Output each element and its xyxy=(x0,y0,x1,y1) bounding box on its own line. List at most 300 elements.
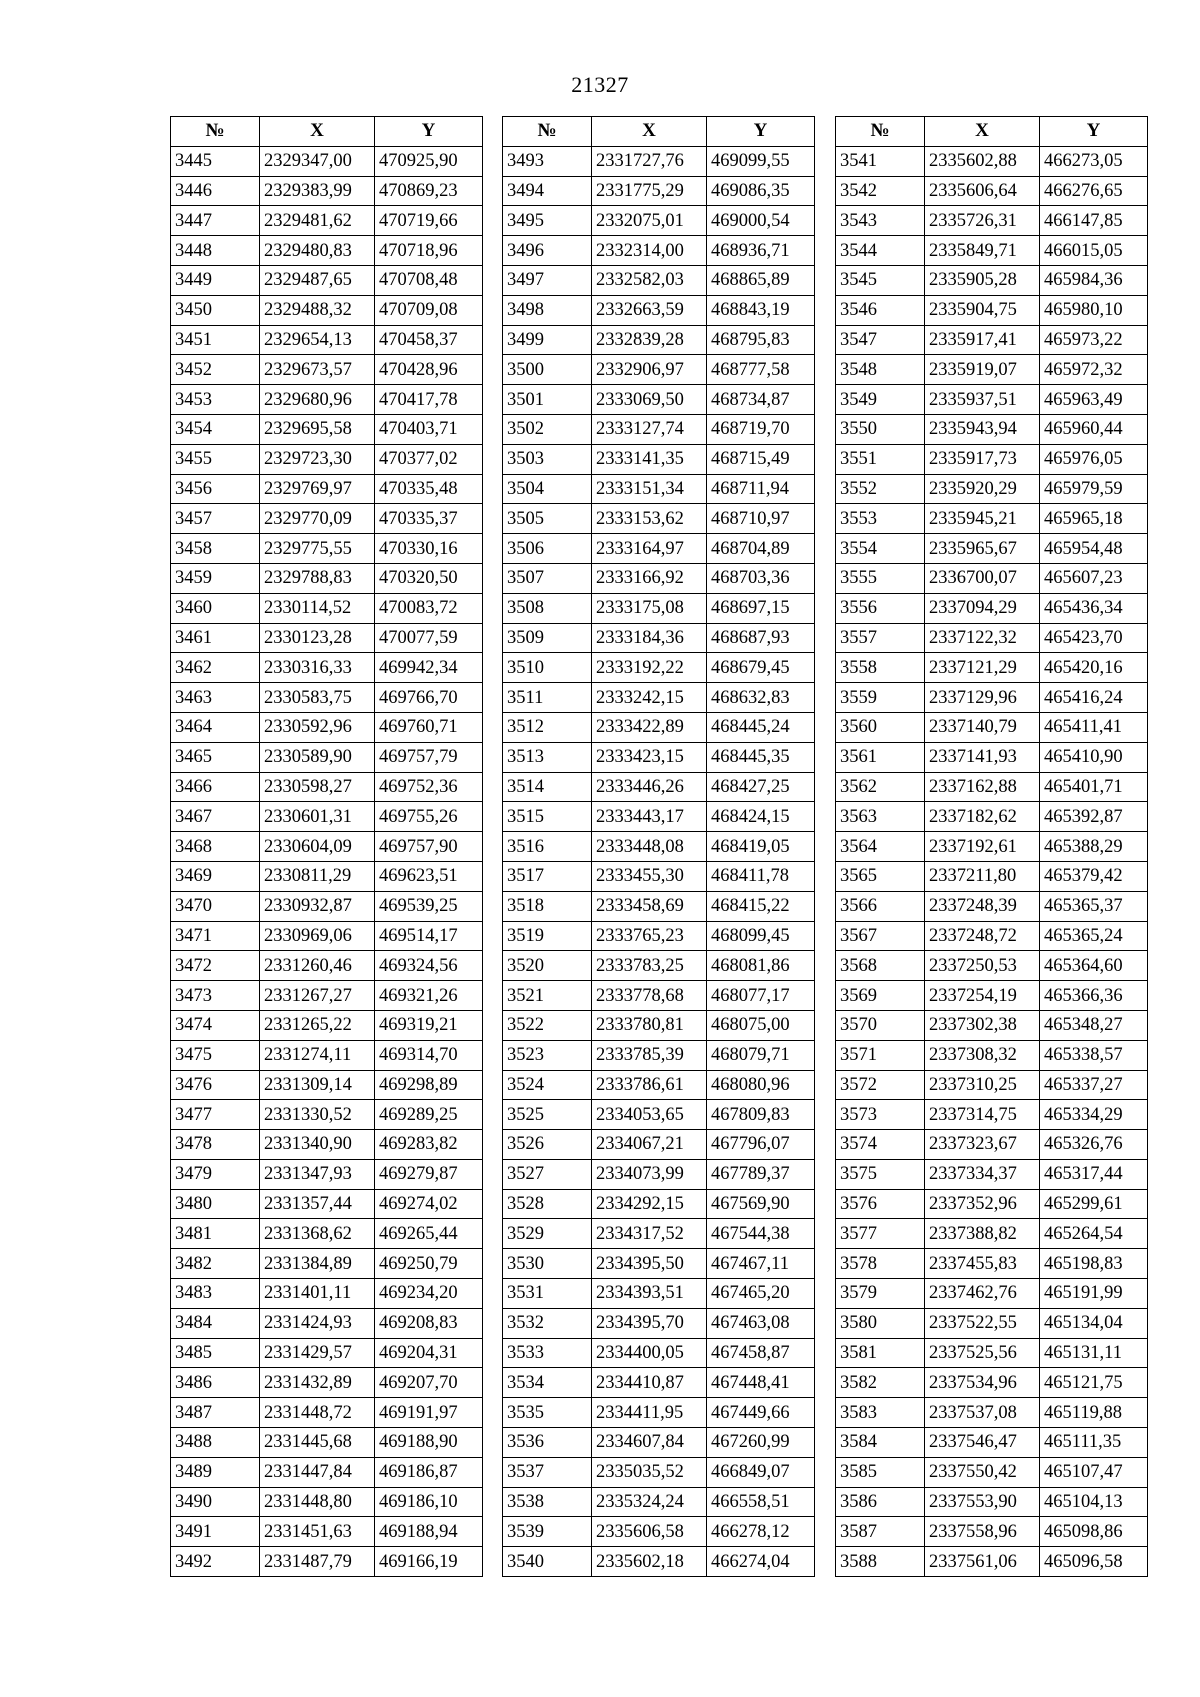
y-coordinate-cell: 465096,58 xyxy=(1040,1547,1148,1577)
table-row xyxy=(171,1159,483,1189)
table-row xyxy=(503,355,815,385)
y-coordinate-cell: 465337,27 xyxy=(1040,1070,1148,1100)
point-number-cell: 3540 xyxy=(503,1547,592,1577)
x-coordinate-cell: 2337121,29 xyxy=(925,653,1040,683)
x-coordinate-cell: 2333765,23 xyxy=(592,921,707,951)
y-coordinate-cell: 466147,85 xyxy=(1040,206,1148,236)
table-row xyxy=(503,1368,815,1398)
x-coordinate-cell: 2337522,55 xyxy=(925,1308,1040,1338)
y-coordinate-cell: 470077,59 xyxy=(375,623,483,653)
x-coordinate-cell: 2330316,33 xyxy=(260,653,375,683)
coordinates-table-3 xyxy=(835,116,1148,1577)
point-number-cell: 3525 xyxy=(503,1100,592,1130)
table-row xyxy=(836,1487,1148,1517)
point-number-cell: 3454 xyxy=(171,414,260,444)
point-number-cell: 3560 xyxy=(836,712,925,742)
point-number-cell: 3501 xyxy=(503,385,592,415)
table-row xyxy=(503,1547,815,1577)
table-row xyxy=(836,1010,1148,1040)
y-coordinate-cell: 468697,15 xyxy=(707,593,815,623)
y-coordinate-cell: 469321,26 xyxy=(375,981,483,1011)
point-number-cell: 3536 xyxy=(503,1428,592,1458)
point-number-cell: 3574 xyxy=(836,1130,925,1160)
x-coordinate-cell: 2329723,30 xyxy=(260,444,375,474)
table-row xyxy=(836,683,1148,713)
point-number-cell: 3455 xyxy=(171,444,260,474)
x-coordinate-cell: 2335917,41 xyxy=(925,325,1040,355)
x-coordinate-cell: 2335324,24 xyxy=(592,1487,707,1517)
x-coordinate-cell: 2331432,89 xyxy=(260,1368,375,1398)
y-coordinate-cell: 469188,94 xyxy=(375,1517,483,1547)
x-coordinate-cell: 2329480,83 xyxy=(260,236,375,266)
x-coordinate-cell: 2334411,95 xyxy=(592,1398,707,1428)
y-coordinate-cell: 468411,78 xyxy=(707,861,815,891)
point-number-cell: 3563 xyxy=(836,802,925,832)
y-coordinate-cell: 465984,36 xyxy=(1040,265,1148,295)
x-coordinate-cell: 2330601,31 xyxy=(260,802,375,832)
y-coordinate-cell: 465436,34 xyxy=(1040,593,1148,623)
table-row xyxy=(836,444,1148,474)
y-coordinate-cell: 467458,87 xyxy=(707,1338,815,1368)
point-number-cell: 3532 xyxy=(503,1308,592,1338)
point-number-cell: 3587 xyxy=(836,1517,925,1547)
point-number-cell: 3468 xyxy=(171,832,260,862)
table-row xyxy=(171,563,483,593)
point-number-cell: 3528 xyxy=(503,1189,592,1219)
point-number-cell: 3464 xyxy=(171,712,260,742)
y-coordinate-cell: 469279,87 xyxy=(375,1159,483,1189)
x-coordinate-cell: 2335035,52 xyxy=(592,1457,707,1487)
y-coordinate-cell: 470377,02 xyxy=(375,444,483,474)
x-coordinate-cell: 2337122,32 xyxy=(925,623,1040,653)
point-number-cell: 3553 xyxy=(836,504,925,534)
table-row xyxy=(171,742,483,772)
table-row xyxy=(171,265,483,295)
y-coordinate-cell: 467448,41 xyxy=(707,1368,815,1398)
x-coordinate-cell: 2335849,71 xyxy=(925,236,1040,266)
x-coordinate-cell: 2332839,28 xyxy=(592,325,707,355)
y-coordinate-cell: 468703,36 xyxy=(707,563,815,593)
table-row xyxy=(171,623,483,653)
x-coordinate-cell: 2333422,89 xyxy=(592,712,707,742)
point-number-cell: 3511 xyxy=(503,683,592,713)
table-row xyxy=(836,355,1148,385)
y-coordinate-cell: 465191,99 xyxy=(1040,1279,1148,1309)
point-number-cell: 3460 xyxy=(171,593,260,623)
y-coordinate-cell: 465134,04 xyxy=(1040,1308,1148,1338)
point-number-cell: 3462 xyxy=(171,653,260,683)
column-header-number: № xyxy=(836,117,925,147)
table-header-row xyxy=(836,117,1148,147)
x-coordinate-cell: 2337334,37 xyxy=(925,1159,1040,1189)
table-row xyxy=(503,1070,815,1100)
x-coordinate-cell: 2334400,05 xyxy=(592,1338,707,1368)
x-coordinate-cell: 2337129,96 xyxy=(925,683,1040,713)
table-row xyxy=(503,1487,815,1517)
y-coordinate-cell: 467449,66 xyxy=(707,1398,815,1428)
x-coordinate-cell: 2337250,53 xyxy=(925,951,1040,981)
table-row xyxy=(503,1279,815,1309)
y-coordinate-cell: 467796,07 xyxy=(707,1130,815,1160)
y-coordinate-cell: 469942,34 xyxy=(375,653,483,683)
x-coordinate-cell: 2333151,34 xyxy=(592,474,707,504)
point-number-cell: 3499 xyxy=(503,325,592,355)
x-coordinate-cell: 2331347,93 xyxy=(260,1159,375,1189)
table-row xyxy=(836,1219,1148,1249)
x-coordinate-cell: 2337352,96 xyxy=(925,1189,1040,1219)
x-coordinate-cell: 2329788,83 xyxy=(260,563,375,593)
x-coordinate-cell: 2337182,62 xyxy=(925,802,1040,832)
y-coordinate-cell: 469539,25 xyxy=(375,891,483,921)
point-number-cell: 3478 xyxy=(171,1130,260,1160)
x-coordinate-cell: 2330592,96 xyxy=(260,712,375,742)
table-row xyxy=(836,772,1148,802)
point-number-cell: 3493 xyxy=(503,146,592,176)
x-coordinate-cell: 2334067,21 xyxy=(592,1130,707,1160)
table-row xyxy=(171,981,483,1011)
y-coordinate-cell: 466273,05 xyxy=(1040,146,1148,176)
y-coordinate-cell: 469752,36 xyxy=(375,772,483,802)
x-coordinate-cell: 2331447,84 xyxy=(260,1457,375,1487)
point-number-cell: 3479 xyxy=(171,1159,260,1189)
point-number-cell: 3521 xyxy=(503,981,592,1011)
y-coordinate-cell: 465392,87 xyxy=(1040,802,1148,832)
table-row xyxy=(836,474,1148,504)
x-coordinate-cell: 2333783,25 xyxy=(592,951,707,981)
page-number: 21327 xyxy=(571,72,629,97)
x-coordinate-cell: 2330114,52 xyxy=(260,593,375,623)
column-header-number: № xyxy=(171,117,260,147)
point-number-cell: 3535 xyxy=(503,1398,592,1428)
y-coordinate-cell: 470458,37 xyxy=(375,325,483,355)
x-coordinate-cell: 2337462,76 xyxy=(925,1279,1040,1309)
point-number-cell: 3538 xyxy=(503,1487,592,1517)
table-row xyxy=(503,236,815,266)
x-coordinate-cell: 2334393,51 xyxy=(592,1279,707,1309)
point-number-cell: 3545 xyxy=(836,265,925,295)
x-coordinate-cell: 2331260,46 xyxy=(260,951,375,981)
y-coordinate-cell: 468865,89 xyxy=(707,265,815,295)
point-number-cell: 3475 xyxy=(171,1040,260,1070)
point-number-cell: 3548 xyxy=(836,355,925,385)
point-number-cell: 3488 xyxy=(171,1428,260,1458)
y-coordinate-cell: 469166,19 xyxy=(375,1547,483,1577)
x-coordinate-cell: 2329488,32 xyxy=(260,295,375,325)
table-row xyxy=(171,1070,483,1100)
table-row xyxy=(836,1070,1148,1100)
table-row xyxy=(836,1130,1148,1160)
table-row xyxy=(503,1159,815,1189)
point-number-cell: 3559 xyxy=(836,683,925,713)
x-coordinate-cell: 2335602,88 xyxy=(925,146,1040,176)
table-row xyxy=(171,683,483,713)
table-row xyxy=(836,1249,1148,1279)
y-coordinate-cell: 466015,05 xyxy=(1040,236,1148,266)
table-row xyxy=(503,295,815,325)
table-row xyxy=(836,146,1148,176)
y-coordinate-cell: 465131,11 xyxy=(1040,1338,1148,1368)
point-number-cell: 3459 xyxy=(171,563,260,593)
point-number-cell: 3526 xyxy=(503,1130,592,1160)
x-coordinate-cell: 2337546,47 xyxy=(925,1428,1040,1458)
table-row xyxy=(836,563,1148,593)
x-coordinate-cell: 2331340,90 xyxy=(260,1130,375,1160)
point-number-cell: 3557 xyxy=(836,623,925,653)
x-coordinate-cell: 2337553,90 xyxy=(925,1487,1040,1517)
table-row xyxy=(171,146,483,176)
point-number-cell: 3471 xyxy=(171,921,260,951)
table-row xyxy=(171,1428,483,1458)
table-row xyxy=(171,1010,483,1040)
table-row xyxy=(836,1279,1148,1309)
x-coordinate-cell: 2333127,74 xyxy=(592,414,707,444)
table-row xyxy=(503,623,815,653)
y-coordinate-cell: 469188,90 xyxy=(375,1428,483,1458)
table-row xyxy=(836,1159,1148,1189)
y-coordinate-cell: 466274,04 xyxy=(707,1547,815,1577)
x-coordinate-cell: 2335905,28 xyxy=(925,265,1040,295)
x-coordinate-cell: 2337211,80 xyxy=(925,861,1040,891)
y-coordinate-cell: 465979,59 xyxy=(1040,474,1148,504)
x-coordinate-cell: 2331401,11 xyxy=(260,1279,375,1309)
point-number-cell: 3578 xyxy=(836,1249,925,1279)
point-number-cell: 3562 xyxy=(836,772,925,802)
x-coordinate-cell: 2337248,39 xyxy=(925,891,1040,921)
point-number-cell: 3570 xyxy=(836,1010,925,1040)
x-coordinate-cell: 2337314,75 xyxy=(925,1100,1040,1130)
table-row xyxy=(503,593,815,623)
y-coordinate-cell: 468424,15 xyxy=(707,802,815,832)
table-row xyxy=(171,1130,483,1160)
y-coordinate-cell: 468427,25 xyxy=(707,772,815,802)
point-number-cell: 3515 xyxy=(503,802,592,832)
x-coordinate-cell: 2337141,93 xyxy=(925,742,1040,772)
y-coordinate-cell: 467569,90 xyxy=(707,1189,815,1219)
y-coordinate-cell: 469234,20 xyxy=(375,1279,483,1309)
x-coordinate-cell: 2333242,15 xyxy=(592,683,707,713)
table-row xyxy=(836,951,1148,981)
point-number-cell: 3561 xyxy=(836,742,925,772)
table-row xyxy=(836,593,1148,623)
table-row xyxy=(503,772,815,802)
table-row xyxy=(503,1308,815,1338)
point-number-cell: 3551 xyxy=(836,444,925,474)
y-coordinate-cell: 469319,21 xyxy=(375,1010,483,1040)
point-number-cell: 3558 xyxy=(836,653,925,683)
y-coordinate-cell: 469274,02 xyxy=(375,1189,483,1219)
x-coordinate-cell: 2337323,67 xyxy=(925,1130,1040,1160)
y-coordinate-cell: 465388,29 xyxy=(1040,832,1148,862)
x-coordinate-cell: 2333184,36 xyxy=(592,623,707,653)
y-coordinate-cell: 470335,48 xyxy=(375,474,483,504)
y-coordinate-cell: 470335,37 xyxy=(375,504,483,534)
point-number-cell: 3490 xyxy=(171,1487,260,1517)
x-coordinate-cell: 2331727,76 xyxy=(592,146,707,176)
x-coordinate-cell: 2331775,29 xyxy=(592,176,707,206)
x-coordinate-cell: 2333164,97 xyxy=(592,534,707,564)
table-row xyxy=(503,891,815,921)
point-number-cell: 3573 xyxy=(836,1100,925,1130)
x-coordinate-cell: 2335919,07 xyxy=(925,355,1040,385)
point-number-cell: 3522 xyxy=(503,1010,592,1040)
y-coordinate-cell: 469000,54 xyxy=(707,206,815,236)
table-row xyxy=(503,1130,815,1160)
point-number-cell: 3463 xyxy=(171,683,260,713)
table-row xyxy=(503,712,815,742)
y-coordinate-cell: 465607,23 xyxy=(1040,563,1148,593)
y-coordinate-cell: 470719,66 xyxy=(375,206,483,236)
y-coordinate-cell: 467467,11 xyxy=(707,1249,815,1279)
table-row xyxy=(503,832,815,862)
table-row xyxy=(836,385,1148,415)
x-coordinate-cell: 2337162,88 xyxy=(925,772,1040,802)
y-coordinate-cell: 465420,16 xyxy=(1040,653,1148,683)
table-row xyxy=(836,206,1148,236)
point-number-cell: 3456 xyxy=(171,474,260,504)
table-row xyxy=(171,1040,483,1070)
y-coordinate-cell: 465410,90 xyxy=(1040,742,1148,772)
y-coordinate-cell: 470320,50 xyxy=(375,563,483,593)
column-header-number: № xyxy=(503,117,592,147)
point-number-cell: 3472 xyxy=(171,951,260,981)
point-number-cell: 3482 xyxy=(171,1249,260,1279)
x-coordinate-cell: 2335945,21 xyxy=(925,504,1040,534)
x-coordinate-cell: 2337248,72 xyxy=(925,921,1040,951)
table-row xyxy=(836,1189,1148,1219)
table-row xyxy=(503,981,815,1011)
y-coordinate-cell: 465963,49 xyxy=(1040,385,1148,415)
table-row xyxy=(836,623,1148,653)
table-row xyxy=(171,772,483,802)
y-coordinate-cell: 466276,65 xyxy=(1040,176,1148,206)
x-coordinate-cell: 2337192,61 xyxy=(925,832,1040,862)
x-coordinate-cell: 2333786,61 xyxy=(592,1070,707,1100)
point-number-cell: 3510 xyxy=(503,653,592,683)
table-row xyxy=(503,146,815,176)
y-coordinate-cell: 469204,31 xyxy=(375,1338,483,1368)
table-row xyxy=(503,1219,815,1249)
y-coordinate-cell: 469208,83 xyxy=(375,1308,483,1338)
table-row xyxy=(503,474,815,504)
x-coordinate-cell: 2330604,09 xyxy=(260,832,375,862)
point-number-cell: 3579 xyxy=(836,1279,925,1309)
y-coordinate-cell: 468679,45 xyxy=(707,653,815,683)
y-coordinate-cell: 469514,17 xyxy=(375,921,483,951)
table-row xyxy=(503,563,815,593)
point-number-cell: 3568 xyxy=(836,951,925,981)
point-number-cell: 3469 xyxy=(171,861,260,891)
y-coordinate-cell: 468687,93 xyxy=(707,623,815,653)
point-number-cell: 3518 xyxy=(503,891,592,921)
y-coordinate-cell: 465411,41 xyxy=(1040,712,1148,742)
y-coordinate-cell: 469191,97 xyxy=(375,1398,483,1428)
x-coordinate-cell: 2334073,99 xyxy=(592,1159,707,1189)
table-row xyxy=(503,1457,815,1487)
y-coordinate-cell: 470417,78 xyxy=(375,385,483,415)
point-number-cell: 3569 xyxy=(836,981,925,1011)
table-row xyxy=(503,176,815,206)
table-row xyxy=(171,1308,483,1338)
y-coordinate-cell: 465364,60 xyxy=(1040,951,1148,981)
column-header-x: X xyxy=(925,117,1040,147)
y-coordinate-cell: 467260,99 xyxy=(707,1428,815,1458)
x-coordinate-cell: 2332075,01 xyxy=(592,206,707,236)
point-number-cell: 3544 xyxy=(836,236,925,266)
column-header-y: Y xyxy=(1040,117,1148,147)
y-coordinate-cell: 469757,90 xyxy=(375,832,483,862)
x-coordinate-cell: 2333785,39 xyxy=(592,1040,707,1070)
y-coordinate-cell: 465972,32 xyxy=(1040,355,1148,385)
y-coordinate-cell: 468704,89 xyxy=(707,534,815,564)
y-coordinate-cell: 467544,38 xyxy=(707,1219,815,1249)
x-coordinate-cell: 2331330,52 xyxy=(260,1100,375,1130)
table-row xyxy=(171,444,483,474)
table-row xyxy=(503,414,815,444)
table-row xyxy=(171,1368,483,1398)
table-row xyxy=(171,1517,483,1547)
table-row xyxy=(836,1308,1148,1338)
table-row xyxy=(836,534,1148,564)
x-coordinate-cell: 2331267,27 xyxy=(260,981,375,1011)
table-row xyxy=(836,176,1148,206)
y-coordinate-cell: 469760,71 xyxy=(375,712,483,742)
x-coordinate-cell: 2337455,83 xyxy=(925,1249,1040,1279)
x-coordinate-cell: 2335965,67 xyxy=(925,534,1040,564)
y-coordinate-cell: 465976,05 xyxy=(1040,444,1148,474)
x-coordinate-cell: 2335602,18 xyxy=(592,1547,707,1577)
point-number-cell: 3483 xyxy=(171,1279,260,1309)
table-row xyxy=(503,265,815,295)
table-header-row xyxy=(171,117,483,147)
x-coordinate-cell: 2331265,22 xyxy=(260,1010,375,1040)
table-row xyxy=(836,1457,1148,1487)
table-row xyxy=(503,683,815,713)
table-row xyxy=(171,861,483,891)
y-coordinate-cell: 470403,71 xyxy=(375,414,483,444)
x-coordinate-cell: 2330811,29 xyxy=(260,861,375,891)
table-row xyxy=(503,1010,815,1040)
point-number-cell: 3477 xyxy=(171,1100,260,1130)
x-coordinate-cell: 2335920,29 xyxy=(925,474,1040,504)
table-row xyxy=(836,414,1148,444)
column-header-x: X xyxy=(592,117,707,147)
point-number-cell: 3485 xyxy=(171,1338,260,1368)
table-row xyxy=(836,265,1148,295)
point-number-cell: 3450 xyxy=(171,295,260,325)
y-coordinate-cell: 465348,27 xyxy=(1040,1010,1148,1040)
table-row xyxy=(503,742,815,772)
y-coordinate-cell: 467789,37 xyxy=(707,1159,815,1189)
point-number-cell: 3498 xyxy=(503,295,592,325)
y-coordinate-cell: 468419,05 xyxy=(707,832,815,862)
y-coordinate-cell: 465338,57 xyxy=(1040,1040,1148,1070)
point-number-cell: 3572 xyxy=(836,1070,925,1100)
y-coordinate-cell: 468734,87 xyxy=(707,385,815,415)
table-row xyxy=(503,385,815,415)
table-row xyxy=(171,1547,483,1577)
y-coordinate-cell: 465973,22 xyxy=(1040,325,1148,355)
point-number-cell: 3512 xyxy=(503,712,592,742)
point-number-cell: 3503 xyxy=(503,444,592,474)
x-coordinate-cell: 2335917,73 xyxy=(925,444,1040,474)
table-row xyxy=(836,236,1148,266)
y-coordinate-cell: 469265,44 xyxy=(375,1219,483,1249)
point-number-cell: 3486 xyxy=(171,1368,260,1398)
x-coordinate-cell: 2337254,19 xyxy=(925,981,1040,1011)
table-row xyxy=(171,236,483,266)
x-coordinate-cell: 2333455,30 xyxy=(592,861,707,891)
x-coordinate-cell: 2337310,25 xyxy=(925,1070,1040,1100)
